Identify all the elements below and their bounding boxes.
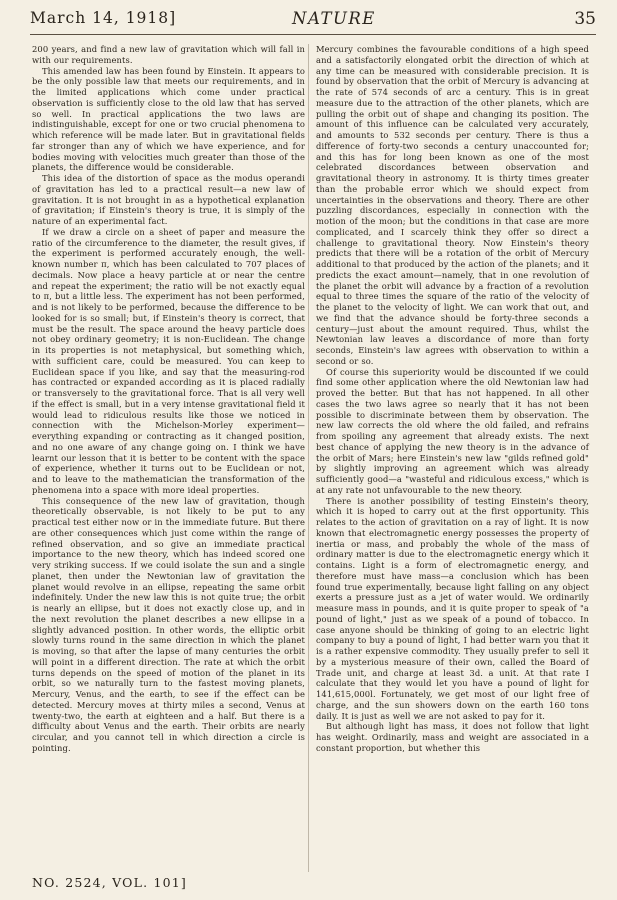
paragraph: There is another possibility of testing Einstein's theory, which it is hoped to carry out at the first opportunity. This relates to the action of gravitation on a ray of light. It is now known that electromagnetic energy possesses the property of inertia or mass, and probably the whole of the mass of ordinary matter is due to the electromagnetic energy which it contains. Light is a form of electromagnetic energy, and therefore must have mass—a conclusion which has been found true experimentally, because light falling on any object exerts a pressure just as a jet of water would. We ordinarily measure mass in pounds, and it is quite proper to speak of "a pound of light," just as we speak of a pound of tobacco. In case anyone should be thinking of going to an electric light company to buy a pound of light, I had better warn you that it is a rather expensive commodity. They usually prefer to sell it by a mysterious measure of their own, called the Board of Trade unit, and charge at least 3d. a unit. At that rate I calculate that they would let you have a pound of light for 141,615,000l. Fortunately, we get most of our light free of charge, and the sun showers down on the earth 160 tons daily. It is just as well we are not asked to pay for it.: [316, 495, 589, 721]
paragraph: If we draw a circle on a sheet of paper and measure the ratio of the circumference to the diameter, the result gives, if the experiment is performed accurately enough, the well-known number π, which has been calculated to 707 places of decimals. Now place a heavy particle at or near the centre and repeat the experiment; the ratio will be not exactly equal to π, but a little less. The experiment has not been performed, and is not likely to be performed, because the difference to be looked for is so small; but, if Einstein's theory is correct, that must be the result. The space around the heavy particle does not obey ordinary geometry; it is non-Euclidean. The change in its properties is not metaphysical, but something which, with sufficient care, could be measured. You can keep to Euclidean space if you like, and say that the measuring-rod has contracted or expanded according as it is placed radially or transversely to the gravitational force. That is all very well if the effect is small, but in a very intense gravitational field it would lead to ridiculous results like those we noticed in connection with the Michelson-Morley experiment—everything expanding or contracting as it changed position, and no one aware of any change going on. I think we have learnt our lesson that it is better to be content with the space of experience, whether it turns out to be Euclidean or not, and to leave to the mathematician the transformation of the phenomena into a space with more ideal properties.: [32, 226, 305, 495]
issue-date: March 14, 1918]: [30, 9, 177, 27]
paragraph: But although light has mass, it does not follow that light has weight. Ordinarily, mass and weight are associated in a constant proportion, but whether this: [316, 721, 589, 753]
paragraph: 200 years, and find a new law of gravitation which will fall in with our requirements.: [32, 44, 305, 65]
header-rule: [30, 34, 596, 35]
journal-title: NATURE: [292, 9, 376, 28]
paragraph: Of course this superiority would be discounted if we could find some other application where the old Newtonian law had proved the better. But that has not happened. In all other cases the two laws agree so nearly that it has not been possible to discriminate between them by observation. The new law corrects the old where the old failed, and refrains from spoiling any agreement that already exists. The next best chance of applying the new theory is in the advance of the orbit of Mars; here Einstein's new law "gilds refined gold" by slightly improving an agreement which was already sufficiently good—a "wasteful and ridiculous excess," which is at any rate not unfavourable to the new theory.: [316, 366, 589, 495]
page-header: [30, 9, 596, 37]
paragraph: This idea of the distortion of space as the modus operandi of gravitation has led to a practical result—a new law of gravitation. It is not brought in as a hypothetical explanation of gravitation; if Einstein's theory is true, it is simply of the nature of an experimental fact.: [32, 173, 305, 226]
paragraph: This amended law has been found by Einstein. It appears to be the only possible law that meets our requirements, and in the limited applications which come under practical observation is sufficiently close to the old law that has served so well. In practical applications the two laws are indistinguishable, except for one or two crucial phenomena to which reference will be made later. But in gravitational fields far stronger than any of which we have experience, and for bodies moving with velocities much greater than those of the planets, the difference would be considerable.: [32, 65, 305, 173]
page-number: 35: [574, 9, 596, 29]
paragraph: Mercury combines the favourable conditions of a high speed and a satisfactorily elongated orbit the direction of which at any time can be measured with considerable precision. It is found by observation that the orbit of Mercury is advancing at the rate of 574 seconds of arc a century. This is in great measure due to the attraction of the other planets, which are pulling the orbit out of shape and changing its position. The amount of this influence can be calculated very accurately, and amounts to 532 seconds per century. There is thus a difference of forty-two seconds a century unaccounted for; and this has for long been known as one of the most celebrated discordances between observation and gravitational theory in astronomy. It is thirty times greater than the probable error which we should expect from uncertainties in the observations and theory. There are other puzzling discordances, especially in connection with the motion of the moon; but the conditions in that case are more complicated, and I scarcely think they offer so direct a challenge to gravitational theory. Now Einstein's theory predicts that there will be a rotation of the orbit of Mercury additional to that produced by the action of the planets; and it predicts the exact amount—namely, that in one revolution of the planet the orbit will advance by a fraction of a revolution equal to three times the square of the ratio of the velocity of the planet to the velocity of light. We can work that out, and we find that the advance should be forty-three seconds a century—just about the amount required. Thus, whilst the Newtonian law leaves a discordance of more than forty seconds, Einstein's law agrees with observation to within a second or so.: [316, 44, 589, 366]
paragraph: This consequence of the new law of gravitation, though theoretically observable, is not likely to be put to any practical test either now or in the immediate future. But there are other consequences which just come within the range of refined observation, and so give an immediate practical importance to the new theory, which has indeed scored one very striking success. If we could isolate the sun and a single planet, then under the Newtonian law of gravitation the planet would revolve in an ellipse, repeating the same orbit indefinitely. Under the new law this is not quite true; the orbit is nearly an ellipse, but it does not exactly close up, and in the next revolution the planet describes a new ellipse in a slightly advanced position. In other words, the elliptic orbit slowly turns round in the same direction in which the planet is moving, so that after the lapse of many centuries the orbit will point in a different direction. The rate at which the orbit turns depends on the speed of motion of the planet in its orbit, so we naturally turn to the fastest moving planets, Mercury, Venus, and the earth, to see if the effect can be detected. Mercury moves at thirty miles a second, Venus at twenty-two, the earth at eighteen and a half. But there is a difficulty about Venus and the earth. Their orbits are nearly circular, and you cannot tell in which direction a circle is pointing.: [32, 495, 305, 753]
column-divider: [308, 44, 309, 872]
issue-footer: NO. 2524, VOL. 101]: [32, 875, 187, 890]
right-column: [316, 44, 589, 754]
left-column: [32, 44, 305, 754]
